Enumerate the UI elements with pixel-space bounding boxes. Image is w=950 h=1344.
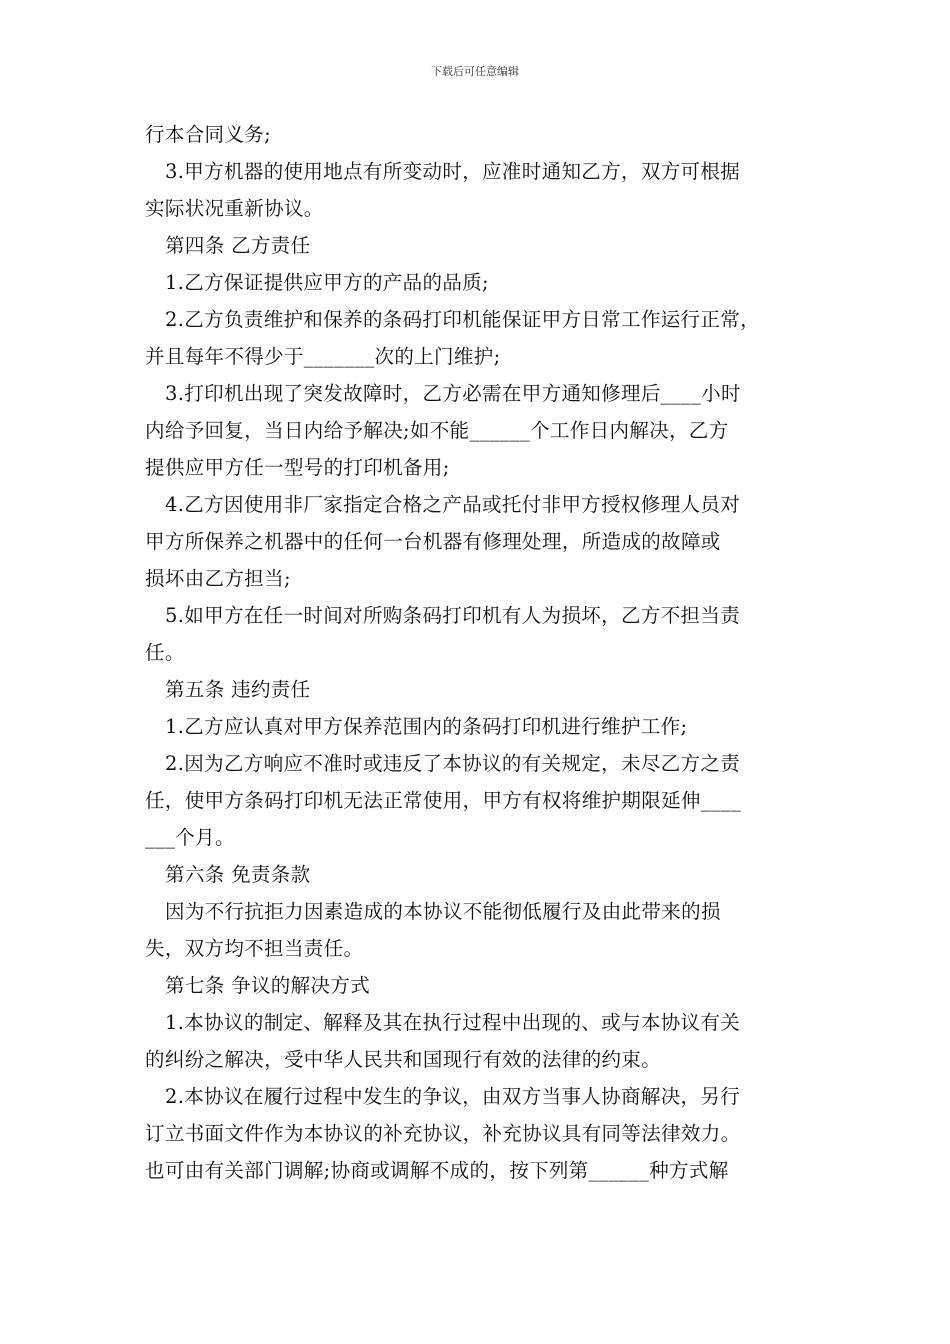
text-line: 的纠纷之解决，受中华人民共和国现行有效的法律的约束。 xyxy=(145,1048,662,1071)
clause-item: 2.因为乙方响应不准时或违反了本协议的有关规定，未尽乙方之责 xyxy=(165,752,741,775)
text-line: 提供应甲方任一型号的打印机备用; xyxy=(145,456,450,479)
text-line: 并且每年不得少于_______次的上门维护; xyxy=(145,345,501,368)
text-line: 任，使甲方条码打印机无法正常使用，甲方有权将维护期限延伸____ xyxy=(145,789,742,812)
clause-item: 1.乙方应认真对甲方保养范围内的条码打印机进行维护工作; xyxy=(165,715,688,738)
article-heading: 第四条 乙方责任 xyxy=(165,234,311,257)
page-header: 下载后可任意编辑 xyxy=(431,65,519,78)
text-line: ___个月。 xyxy=(145,826,235,849)
clause-item: 2.乙方负责维护和保养的条码打印机能保证甲方日常工作运行正常， xyxy=(165,308,760,331)
clause-item: 4.乙方因使用非厂家指定合格之产品或托付非甲方授权修理人员对 xyxy=(165,493,741,516)
document-body xyxy=(145,116,811,1189)
text-line: 失，双方均不担当责任。 xyxy=(145,937,364,960)
text-line: 任。 xyxy=(145,641,185,664)
clause-item: 1.乙方保证提供应甲方的产品的品质; xyxy=(165,271,489,294)
text-line: 内给予回复，当日内给予解决;如不能______个工作日内解决，乙方 xyxy=(145,419,729,442)
clause-item: 因为不行抗拒力因素造成的本协议不能彻低履行及由此带来的损 xyxy=(165,900,721,923)
clause-item: 2.本协议在履行过程中发生的争议，由双方当事人协商解决，另行 xyxy=(165,1085,741,1108)
clause-item: 3.甲方机器的使用地点有所变动时，应准时通知乙方，双方可根据 xyxy=(165,160,741,183)
text-line: 订立书面文件作为本协议的补充协议，补充协议具有同等法律效力。 xyxy=(145,1122,741,1145)
text-line: 损坏由乙方担当; xyxy=(145,567,291,590)
clause-item: 1.本协议的制定、解释及其在执行过程中出现的、或与本协议有关 xyxy=(165,1011,741,1034)
clause-item: 3.打印机出现了突发故障时，乙方必需在甲方通知修理后____小时 xyxy=(165,382,741,405)
text-line: 实际状况重新协议。 xyxy=(145,197,324,220)
article-heading: 第六条 免责条款 xyxy=(165,863,311,886)
text-line: 甲方所保养之机器中的任何一台机器有修理处理，所造成的故障或 xyxy=(145,530,721,553)
article-heading: 第七条 争议的解决方式 xyxy=(165,974,371,997)
text-line: 也可由有关部门调解;协商或调解不成的，按下列第______种方式解 xyxy=(145,1159,729,1182)
article-heading: 第五条 违约责任 xyxy=(165,678,311,701)
clause-item: 5.如甲方在任一时间对所购条码打印机有人为损坏，乙方不担当责 xyxy=(165,604,741,627)
text-line: 行本合同义务; xyxy=(145,123,272,146)
